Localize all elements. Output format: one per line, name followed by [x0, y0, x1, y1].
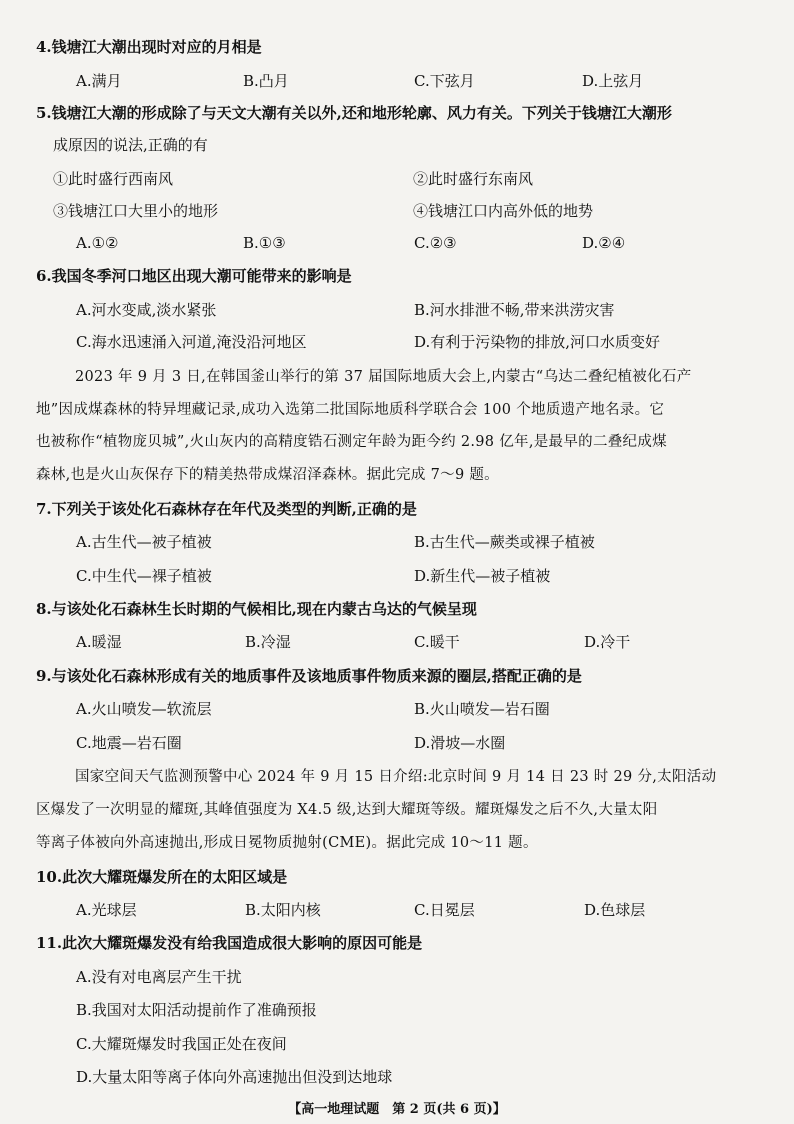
q5-statement-2: ②此时盛行东南风	[413, 170, 534, 188]
passage-2-line-2: 区爆发了一次明显的耀斑,其峰值强度为 X4.5 级,达到大耀斑等级。耀斑爆发之后不久,大量太阳	[36, 802, 658, 818]
q8-option-b: B.冷湿	[245, 633, 291, 651]
q4-option-a: A.满月	[76, 72, 122, 90]
q8-option-c: C.暖干	[414, 633, 460, 651]
q5-option-c: C.②③	[414, 234, 457, 252]
q4-option-d: D.上弦月	[582, 72, 644, 90]
q10-option-a: A.光球层	[76, 901, 137, 919]
question-5-stem-line2: 成原因的说法,正确的有	[53, 136, 208, 154]
q7-option-d: D.新生代—被子植被	[414, 567, 551, 585]
q11-option-c: C.大耀斑爆发时我国正处在夜间	[76, 1035, 287, 1053]
q9-option-a: A.火山喷发—软流层	[76, 700, 212, 718]
passage-2-line-1: 国家空间天气监测预警中心 2024 年 9 月 15 日介绍:北京时间 9 月 14 日 23 时 29 分,太阳活动	[75, 769, 717, 785]
passage-1-line-3: 也被称作“植物庞贝城”,火山灰内的高精度锆石测定年龄为距今约 2.98 亿年,是最早的二叠纪成煤	[36, 434, 667, 450]
q10-option-c: C.日冕层	[414, 901, 475, 919]
q11-option-a: A.没有对电离层产生干扰	[76, 968, 242, 986]
question-9-stem: 9.与该处化石森林形成有关的地质事件及该地质事件物质来源的圈层,搭配正确的是	[36, 667, 582, 685]
passage-2-line-3: 等离子体被向外高速抛出,形成日冕物质抛射(CME)。据此完成 10～11 题。	[36, 835, 538, 851]
q6-option-c: C.海水迅速涌入河道,淹没沿河地区	[76, 333, 307, 351]
q9-option-d: D.滑坡—水圈	[414, 734, 506, 752]
q8-option-a: A.暖湿	[76, 633, 122, 651]
question-5-stem-line1: 5.钱塘江大潮的形成除了与天文大潮有关以外,还和地形轮廓、风力有关。下列关于钱塘江大潮形	[36, 104, 672, 122]
question-4-stem: 4.钱塘江大潮出现时对应的月相是	[36, 38, 262, 56]
q10-option-b: B.太阳内核	[245, 901, 321, 919]
question-10-stem: 10.此次大耀斑爆发所在的太阳区域是	[36, 868, 288, 886]
q5-statement-1: ①此时盛行西南风	[53, 170, 174, 188]
q11-option-d: D.大量太阳等离子体向外高速抛出但没到达地球	[76, 1068, 393, 1086]
q5-option-a: A.①②	[76, 234, 119, 252]
q7-option-a: A.古生代—被子植被	[76, 533, 212, 551]
q5-option-d: D.②④	[582, 234, 626, 252]
question-8-stem: 8.与该处化石森林生长时期的气候相比,现在内蒙古乌达的气候呈现	[36, 600, 477, 618]
q10-option-d: D.色球层	[584, 901, 646, 919]
q6-option-b: B.河水排泄不畅,带来洪涝灾害	[414, 301, 615, 319]
q6-option-d: D.有利于污染物的排放,河口水质变好	[414, 333, 661, 351]
passage-1-line-2: 地”因成煤森林的特异埋藏记录,成功入选第二批国际地质科学联合会 100 个地质遗产地名录。它	[36, 402, 665, 418]
q9-option-c: C.地震—岩石圈	[76, 734, 182, 752]
q11-option-b: B.我国对太阳活动提前作了准确预报	[76, 1001, 317, 1019]
q8-option-d: D.冷干	[584, 633, 631, 651]
q5-statement-4: ④钱塘江口内高外低的地势	[413, 202, 594, 220]
q5-option-b: B.①③	[243, 234, 286, 252]
q4-option-c: C.下弦月	[414, 72, 475, 90]
q7-option-b: B.古生代—蕨类或裸子植被	[414, 533, 595, 551]
passage-1-line-4: 森林,也是火山灰保存下的精美热带成煤沼泽森林。据此完成 7～9 题。	[36, 467, 499, 483]
passage-1-line-1: 2023 年 9 月 3 日,在韩国釜山举行的第 37 届国际地质大会上,内蒙古“乌达二叠纪植被化石产	[75, 369, 692, 385]
question-6-stem: 6.我国冬季河口地区出现大潮可能带来的影响是	[36, 267, 352, 285]
question-7-stem: 7.下列关于该处化石森林存在年代及类型的判断,正确的是	[36, 500, 417, 518]
q6-option-a: A.河水变咸,淡水紧张	[76, 301, 217, 319]
q5-statement-3: ③钱塘江口大里小的地形	[53, 202, 219, 220]
q9-option-b: B.火山喷发—岩石圈	[414, 700, 550, 718]
q7-option-c: C.中生代—裸子植被	[76, 567, 212, 585]
q4-option-b: B.凸月	[243, 72, 289, 90]
question-11-stem: 11.此次大耀斑爆发没有给我国造成很大影响的原因可能是	[36, 934, 423, 952]
page-footer: 【高一地理试题 第 2 页(共 6 页)】	[288, 1102, 506, 1117]
